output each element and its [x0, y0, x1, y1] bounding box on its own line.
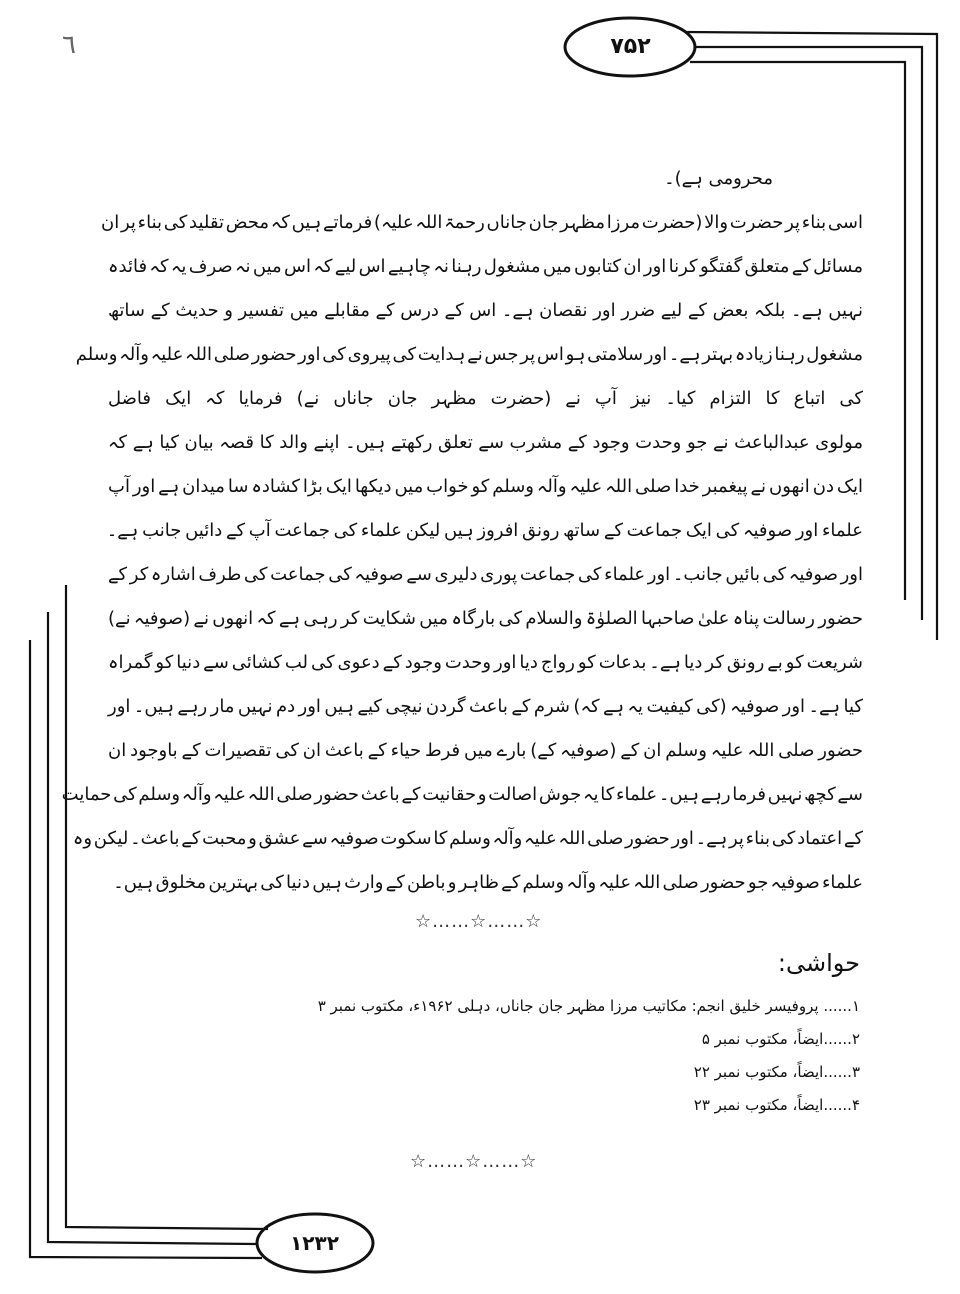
text-line: اسی بناء پر حضرت والا (حضرت مرزا مظہر جان جاناں رحمۃ اللہ علیہ) فرماتے ہیں کہ محض تقلید کی بناء پر ان [101, 212, 863, 233]
footnote: ۳......ایضاً، مکتوب نمبر ۲۲ [693, 1063, 860, 1081]
page-number-top: ۷۵۲ [610, 34, 651, 59]
text-line: شریعت کو بے رونق کر دیا ہے۔ بدعات کو رواج دیا اور وحدت وجود کے دعوی کی لب کشائی سے دنیا کو گمراہ [108, 652, 863, 673]
text-line: کی اتباع کا التزام کیا۔ نیز آپ نے (حضرت مظہر جان جاناں نے) فرمایا کہ ایک فاضل [108, 388, 863, 409]
star-separator: ☆……☆……☆ [415, 911, 543, 932]
text-line: کیا ہے۔ اور صوفیہ (کی کیفیت یہ ہے کہ) شرم کے باعث گردن نیچی کیے ہیں اور دم نہیں مار رہے ہیں۔ اور [108, 696, 863, 717]
text-line: علماء اور صوفیہ کی ایک جماعت کے ساتھ رونق افروز ہیں لیکن علماء کی جماعت آپ کے دائیں جانب ہے۔ [106, 520, 863, 541]
star-separator: ☆……☆……☆ [410, 1151, 538, 1172]
footnote: ۲......ایضاً، مکتوب نمبر ۵ [701, 1030, 860, 1048]
footnotes-heading: حواشی: [777, 949, 860, 977]
footnote: ۴......ایضاً، مکتوب نمبر ۲۳ [693, 1096, 860, 1114]
footnotes [318, 990, 860, 1122]
body-text [61, 157, 863, 905]
text-line: حضور صلی اللہ علیہ وسلم ان کے (صوفیہ کے) بارے میں فرط حیاء کے باعث ان کی تقصیرات کے باوجود ان [108, 740, 863, 761]
text-line: مسائل کے متعلق گفتگو کرنا اور ان کتابوں میں مشغول رہنا نہ چاہیے اس لیے کہ اس میں نہ صرف یہ کہ فائدہ [108, 256, 863, 277]
text-line: ایک دن انھوں نے پیغمبر خدا صلی اللہ علیہ وآلہ وسلم کو خواب میں دیکھا ایک بڑا کشادہ سا میدان ہے اور آپ [108, 476, 863, 497]
footnote: ۱...... پروفیسر خلیق انجم: مکاتیب مرزا مظہر جان جاناں، دہلی ۱۹۶۲ء، مکتوب نمبر ۳ [317, 997, 860, 1015]
handwritten-mark: ٦ [62, 30, 76, 60]
text-line: مشغول رہنا زیادہ بہتر ہے۔ اور سلامتی ہو اس پر جس نے ہدایت کی پیروی کی اور حضور صلی اللہ علیہ وآلہ وسلم [75, 344, 863, 365]
page-number-bottom: ۱۲۳۲ [290, 1231, 339, 1255]
text-line: مولوی عبدالباعث نے جو وحدت وجود کے مشرب سے تعلق رکھتے ہیں۔ اپنے والد کا قصہ بیان کیا ہے کہ [108, 432, 863, 453]
text-line: حضور رسالت پناہ علیٰ صاحبہا الصلوٰۃ والسلام کی بارگاہ میں شکایت کر رہی ہے کہ انھوں نے (صوفیہ نے) [108, 608, 863, 629]
text-line: سے کچھ نہیں فرما رہے ہیں۔ علماء کا یہ جوش اصالت و حقانیت کے باعث حضور صلی اللہ علیہ وآلہ وسلم کی حمایت [61, 784, 863, 805]
text-line: نہیں ہے۔ بلکہ بعض کے لیے ضرر اور نقصان ہے۔ اس کے درس کے مقابلے میں تفسیر و حدیث کے ساتھ [108, 300, 863, 321]
text-line: اور صوفیہ کی بائیں جانب۔ اور علماء کی جماعت پوری دلیری سے صوفیہ کی جماعت کی طرف اشارہ کر کے [108, 564, 863, 585]
text-line: محرومی ہے)۔ [664, 168, 773, 189]
text-line: کے اعتماد کی بناء پر ہے۔ اور حضور صلی اللہ علیہ وآلہ وسلم کا سکوت صوفیہ سے عشق و محبت کے باعث۔ لیکن وہ [72, 828, 863, 849]
text-line: علماء صوفیہ جو حضور صلی اللہ علیہ وآلہ وسلم کے ظاہر و باطن کے وارث ہیں دنیا کی بہترین مخلوق ہیں۔ [113, 872, 863, 893]
